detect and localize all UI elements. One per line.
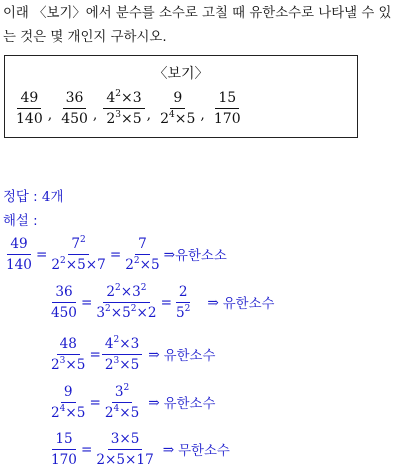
arrow-icon: ⇒ <box>162 441 175 458</box>
example-box <box>4 55 358 138</box>
example-fraction-1: $\frac{49}{140}$ <box>16 90 43 127</box>
answer-line: 정답 : 4개 <box>3 190 64 205</box>
solution-label: 해설 : <box>3 214 38 229</box>
solution-row-3: $\frac{48}{2^3\times 5}$ = $\frac{4^2\times 3}{2^3\times 5}$ ⇒ 유한소수 <box>51 335 216 373</box>
example-fraction-2: $\frac{36}{450}$ <box>61 90 88 127</box>
example-fraction-3: $\frac{4^2\times 3}{2^3\times 5}$ <box>103 90 144 127</box>
example-fraction-5: $\frac{15}{170}$ <box>213 90 241 127</box>
arrow-icon: ⇒ <box>148 346 160 363</box>
example-fraction-4: $\frac{9}{2^4\times 5}$ <box>160 90 196 127</box>
solution-row-5: $\frac{15}{170}$ = $\frac{3\times 5}{2\times 5\times 17}$ ⇒ 무한소수 <box>51 431 230 468</box>
solution-row-1: $\frac{49}{140}$ = $\frac{7^2}{2^2\times 5\times 7}$ = $\frac{7}{2^2\times 5}$ ⇒ 유한소소 <box>6 235 227 273</box>
arrow-icon: ⇒ <box>207 294 219 311</box>
question-text: 이래 〈보기〉에서 분수를 소수로 고칠 때 유한소수로 나타낼 수 있는 것은 몇 개인지 구하시오. <box>3 6 392 45</box>
example-box-title: 〈보기〉 <box>153 66 209 82</box>
example-fractions: $\frac{49}{140}$ , $\frac{36}{450}$ , $\frac{4^2\times 3}{2^3\times 5}$ , $\frac{9}{2^4\times 5}$ , $\frac{15}{170}$ <box>13 90 244 127</box>
arrow-icon: ⇒ <box>163 246 176 263</box>
solution-row-2: $\frac{36}{450}$ = $\frac{2^2\times 3^2}{3^2\times 5^2\times 2}$ = $\frac{2}{5^2}$ ⇒ 유한소수 <box>51 283 275 321</box>
arrow-icon: ⇒ <box>148 394 160 411</box>
solution-row-4: $\frac{9}{2^4\times 5}$ = $\frac{3^2}{2^4\times 5}$ ⇒ 유한소수 <box>51 383 216 421</box>
